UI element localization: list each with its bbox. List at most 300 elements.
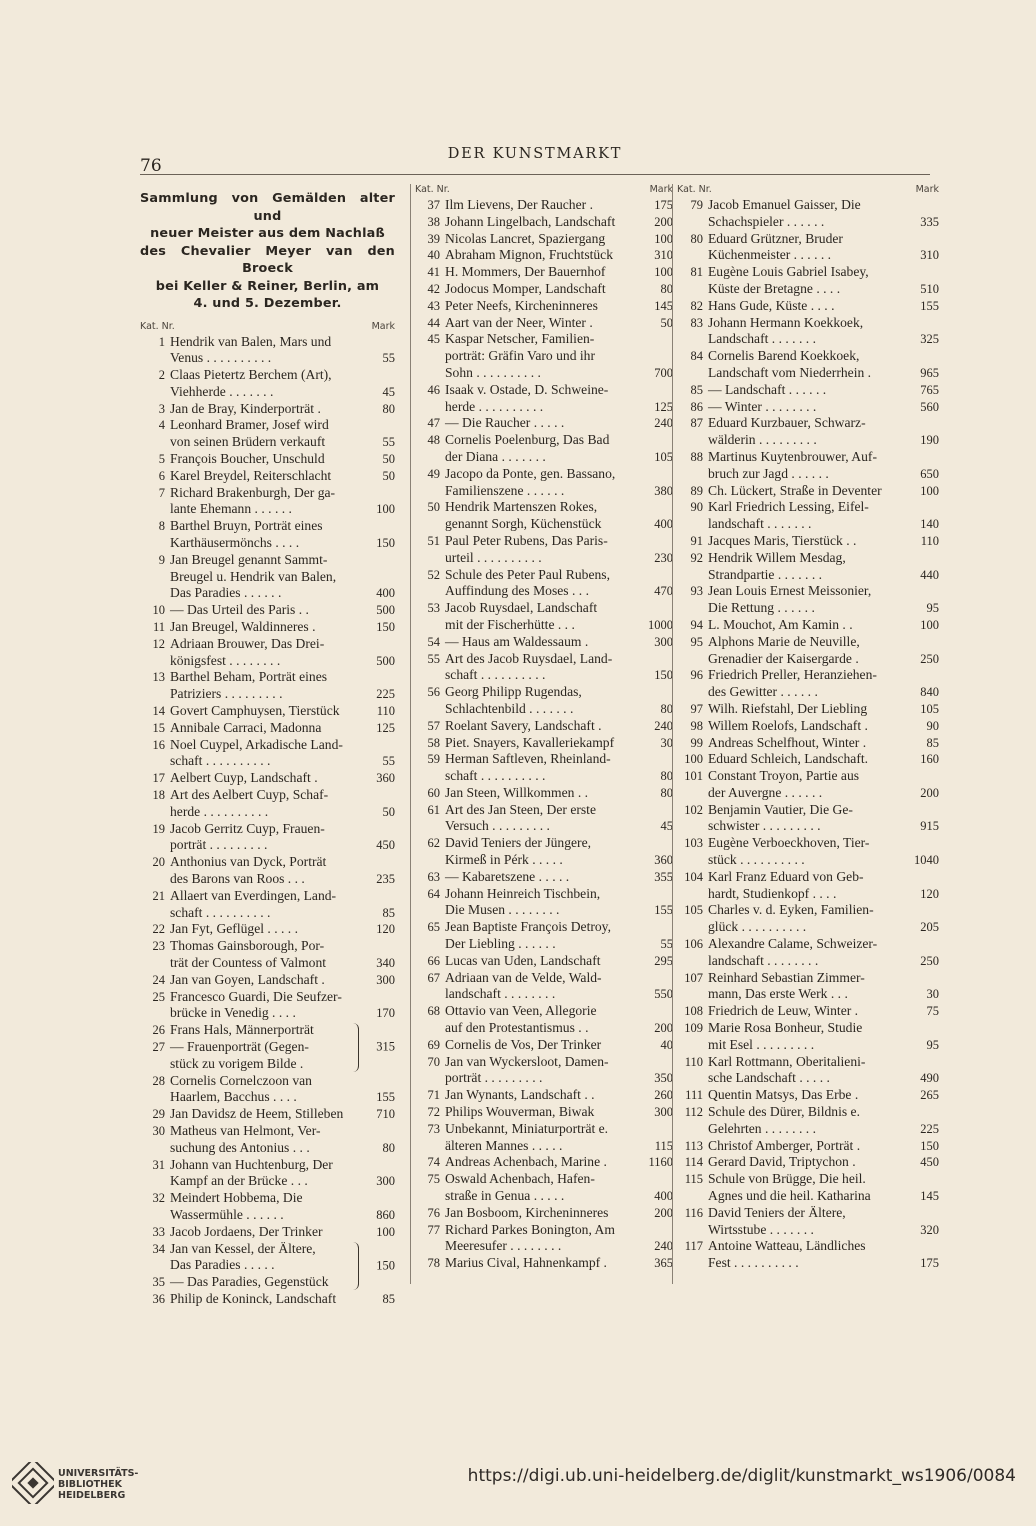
entry-title-line: brücke in Venedig . . . . bbox=[170, 1005, 296, 1021]
entry-title-line: Gerard David, Triptychon . bbox=[708, 1154, 856, 1170]
library-name-line: BIBLIOTHEK bbox=[58, 1479, 122, 1490]
catalog-entry bbox=[677, 483, 939, 500]
catalog-entry bbox=[677, 533, 939, 550]
entry-title bbox=[445, 1171, 635, 1205]
entry-title bbox=[708, 1087, 902, 1104]
entry-title bbox=[170, 619, 357, 636]
entry-price: 400 bbox=[376, 586, 395, 601]
entry-title-line: herde . . . . . . . . . . bbox=[170, 803, 269, 819]
entry-price: 55 bbox=[382, 435, 395, 450]
catalog-entry bbox=[677, 415, 939, 449]
entry-title-line: Thomas Gainsborough, Por- bbox=[170, 938, 325, 954]
entry-title bbox=[445, 1037, 635, 1054]
entry-title bbox=[445, 751, 635, 785]
entry-title bbox=[708, 1205, 902, 1239]
entry-number: 19 bbox=[152, 821, 165, 836]
entry-number: 26 bbox=[152, 1023, 165, 1038]
entry-number: 83 bbox=[690, 315, 703, 330]
entry-title-line: Ch. Lückert, Straße in Deventer bbox=[708, 482, 882, 498]
sale-heading-line: 4. und 5. Dezember. bbox=[193, 296, 342, 311]
library-name-line: HEIDELBERG bbox=[58, 1490, 126, 1501]
entry-number: 116 bbox=[684, 1205, 703, 1220]
entry-number: 54 bbox=[427, 634, 440, 649]
entry-price: 490 bbox=[920, 1071, 939, 1086]
entry-title-line: David Teniers der Ältere, bbox=[708, 1204, 846, 1220]
entry-title-line: Adriaan Brouwer, Das Drei- bbox=[170, 635, 325, 651]
entry-title bbox=[445, 735, 635, 752]
entry-title bbox=[445, 315, 635, 332]
entry-title-line: Aelbert Cuyp, Landschaft . bbox=[170, 770, 318, 786]
catalog-entry bbox=[677, 802, 939, 836]
entry-price: 95 bbox=[926, 601, 939, 616]
entry-title-line: schaft . . . . . . . . . . bbox=[445, 768, 546, 784]
entry-title-line: Roelant Savery, Landschaft . bbox=[445, 717, 602, 733]
entry-number: 34 bbox=[152, 1241, 165, 1256]
entry-title bbox=[170, 720, 357, 737]
catalog-entry bbox=[415, 751, 673, 785]
catalog-group bbox=[140, 1022, 395, 1072]
entry-price: 550 bbox=[654, 987, 673, 1002]
entry-title bbox=[445, 533, 635, 567]
entry-title-line: Jan de Bray, Kinderporträt . bbox=[170, 400, 321, 416]
entry-price: 230 bbox=[654, 550, 673, 565]
entry-price: 190 bbox=[920, 433, 939, 448]
entry-title bbox=[170, 888, 357, 922]
entry-title-line: Marie Rosa Bonheur, Studie bbox=[708, 1020, 863, 1036]
entry-price: 250 bbox=[920, 953, 939, 968]
entry-title bbox=[445, 919, 635, 953]
entry-price: 40 bbox=[660, 1037, 673, 1052]
entry-number: 86 bbox=[690, 399, 703, 414]
entry-title bbox=[445, 1205, 635, 1222]
entry-title-line: — Haus am Waldessaum . bbox=[445, 633, 589, 649]
entry-number: 27 bbox=[152, 1039, 165, 1054]
entry-title bbox=[708, 718, 902, 735]
entry-price: 110 bbox=[920, 533, 939, 548]
entry-title bbox=[445, 281, 635, 298]
entry-title bbox=[708, 1003, 902, 1020]
library-name-line: UNIVERSITÄTS- bbox=[58, 1468, 139, 1479]
entry-number: 60 bbox=[427, 785, 440, 800]
entry-title-line: Kirmeß in Pérk . . . . . bbox=[445, 852, 563, 868]
entry-title-line: Barthel Beham, Porträt eines bbox=[170, 669, 328, 685]
entry-title-line: Alphons Marie de Neuville, bbox=[708, 633, 860, 649]
entry-number: 94 bbox=[690, 617, 703, 632]
entry-price: 170 bbox=[376, 1006, 395, 1021]
entry-number: 33 bbox=[152, 1224, 165, 1239]
entry-number: 56 bbox=[427, 685, 440, 700]
entry-number: 110 bbox=[684, 1054, 703, 1069]
catalog-entry bbox=[140, 770, 395, 787]
entry-number: 28 bbox=[152, 1073, 165, 1088]
entry-title-line: Versuch . . . . . . . . . bbox=[445, 818, 550, 834]
catalog-entry bbox=[415, 331, 673, 381]
entry-price: 335 bbox=[920, 214, 939, 229]
entry-number: 111 bbox=[685, 1088, 703, 1103]
entry-title-line: Richard Parkes Bonington, Am bbox=[445, 1221, 615, 1237]
entry-title-line: lante Ehemann . . . . . . bbox=[170, 501, 292, 517]
entry-number: 11 bbox=[152, 620, 165, 635]
entry-title-line: Piet. Snayers, Kavalleriekampf bbox=[445, 734, 615, 750]
entry-number: 95 bbox=[690, 634, 703, 649]
catalog-entry bbox=[415, 315, 673, 332]
entry-price: 55 bbox=[660, 937, 673, 952]
entry-price: 100 bbox=[920, 483, 939, 498]
entry-title-line: von seinen Brüdern verkauft bbox=[170, 434, 326, 450]
entry-price: 265 bbox=[920, 1088, 939, 1103]
entry-title-line: — Winter . . . . . . . . bbox=[708, 398, 817, 414]
entry-price: 80 bbox=[660, 281, 673, 296]
entry-number: 4 bbox=[158, 418, 165, 433]
entry-price: 175 bbox=[654, 198, 673, 212]
catalog-entry bbox=[415, 785, 673, 802]
entry-price: 295 bbox=[654, 953, 673, 968]
entry-number: 114 bbox=[684, 1155, 703, 1170]
entry-title bbox=[170, 1022, 357, 1039]
catalog-entry bbox=[140, 972, 395, 989]
entry-title bbox=[708, 550, 902, 584]
catalog-entry bbox=[140, 417, 395, 451]
library-emblem-icon bbox=[12, 1462, 54, 1504]
entry-price: 700 bbox=[654, 365, 673, 380]
catalog-entry bbox=[677, 718, 939, 735]
entry-title-line: — Landschaft . . . . . . bbox=[708, 381, 827, 397]
catalog-entry bbox=[140, 821, 395, 855]
entry-number: 30 bbox=[152, 1123, 165, 1138]
entry-price: 85 bbox=[382, 905, 395, 920]
entry-title bbox=[170, 1190, 357, 1224]
column-header-right: Mark bbox=[915, 184, 939, 195]
entry-number: 74 bbox=[427, 1155, 440, 1170]
entry-title-line: Barthel Bruyn, Porträt eines bbox=[170, 518, 323, 534]
entry-price: 145 bbox=[654, 298, 673, 313]
entry-title-line: Unbekannt, Miniaturporträt e. bbox=[445, 1120, 609, 1136]
column-header bbox=[415, 184, 673, 195]
entry-title-line: Adriaan van de Velde, Wald- bbox=[445, 969, 602, 985]
entry-price: 380 bbox=[654, 483, 673, 498]
entry-title-line: Jean Louis Ernest Meissonier, bbox=[708, 583, 872, 599]
entry-number: 105 bbox=[684, 903, 703, 918]
entry-title-line: Wilh. Riefstahl, Der Liebling bbox=[708, 700, 868, 716]
entry-number: 50 bbox=[427, 500, 440, 515]
entry-title-line: Christof Amberger, Porträt . bbox=[708, 1137, 861, 1153]
entry-title bbox=[170, 367, 357, 401]
entry-number: 67 bbox=[427, 970, 440, 985]
entry-title-line: Francesco Guardi, Die Seufzer- bbox=[170, 988, 342, 1004]
group-price: 315 bbox=[376, 1039, 395, 1054]
entry-number: 76 bbox=[427, 1205, 440, 1220]
entry-title-line: Wirtsstube . . . . . . . bbox=[708, 1221, 814, 1237]
entry-price: 80 bbox=[660, 701, 673, 716]
entry-title-line: Antoine Watteau, Ländliches bbox=[708, 1238, 866, 1254]
entry-number: 79 bbox=[690, 198, 703, 212]
entry-number: 65 bbox=[427, 920, 440, 935]
catalog-entry bbox=[415, 600, 673, 634]
entry-number: 5 bbox=[158, 452, 165, 467]
entry-title-line: Jan Fyt, Geflügel . . . . . bbox=[170, 921, 298, 937]
entry-title bbox=[445, 466, 635, 500]
catalog-entry bbox=[415, 1054, 673, 1088]
entry-price: 500 bbox=[376, 653, 395, 668]
entry-title-line: Wassermühle . . . . . . bbox=[170, 1206, 284, 1222]
entry-title-line: porträt . . . . . . . . . bbox=[445, 1070, 543, 1086]
entry-title-line: des Barons van Roos . . . bbox=[170, 871, 305, 886]
catalog-entry bbox=[140, 401, 395, 418]
entry-price: 340 bbox=[376, 955, 395, 970]
entry-number: 99 bbox=[690, 735, 703, 750]
catalog-entry bbox=[140, 938, 395, 972]
entry-title-line: Georg Philipp Rugendas, bbox=[445, 684, 582, 700]
entry-price: 915 bbox=[920, 819, 939, 834]
entry-number: 9 bbox=[158, 552, 165, 567]
catalog-entry bbox=[677, 1087, 939, 1104]
catalog-entry bbox=[140, 854, 395, 888]
entry-price: 45 bbox=[660, 819, 673, 834]
entry-title-line: Schule des Peter Paul Rubens, bbox=[445, 566, 610, 582]
entry-title-line: Aart van der Neer, Winter . bbox=[445, 314, 593, 330]
catalog-entry bbox=[415, 214, 673, 231]
catalog-entry bbox=[415, 735, 673, 752]
catalog-entry bbox=[677, 835, 939, 869]
entry-title-line: Richard Brakenburgh, Der ga- bbox=[170, 484, 336, 500]
catalog-entry bbox=[677, 869, 939, 903]
entry-title bbox=[708, 869, 902, 903]
entry-title-line: Meindert Hobbema, Die bbox=[170, 1190, 303, 1206]
entry-title-line: Paul Peter Rubens, Das Paris- bbox=[445, 532, 608, 548]
entry-title bbox=[445, 835, 635, 869]
entry-price: 310 bbox=[654, 248, 673, 263]
entry-number: 17 bbox=[152, 771, 165, 786]
entry-title-line: Das Paradies . . . . . . bbox=[170, 585, 282, 601]
entry-title bbox=[708, 1171, 902, 1205]
entry-title-line: — Das Urteil des Paris . . bbox=[170, 602, 309, 618]
entry-title bbox=[445, 718, 635, 735]
entry-title bbox=[445, 214, 635, 231]
entry-title-line: königsfest . . . . . . . . bbox=[170, 652, 281, 668]
entry-number: 66 bbox=[427, 953, 440, 968]
entry-title-line: Annibale Carraci, Madonna bbox=[170, 719, 322, 735]
entry-title bbox=[445, 869, 635, 886]
group-brace bbox=[352, 1242, 359, 1290]
entry-title bbox=[708, 970, 902, 1004]
catalog-entry bbox=[677, 902, 939, 936]
entry-title-line: Jean Baptiste François Detroy, bbox=[445, 919, 611, 935]
entry-title-line: David Teniers der Jüngere, bbox=[445, 835, 592, 851]
entry-title bbox=[445, 970, 635, 1004]
entry-price: 45 bbox=[382, 384, 395, 399]
entry-title-line: Auffindung des Moses . . . bbox=[445, 583, 589, 599]
entry-title-line: Nicolas Lancret, Spaziergang bbox=[445, 230, 606, 246]
entry-title-line: Jan van Wyckersloot, Damen- bbox=[445, 1053, 609, 1069]
catalog-entry bbox=[140, 737, 395, 771]
entry-number: 70 bbox=[427, 1054, 440, 1069]
entry-title bbox=[445, 651, 635, 685]
catalog-entry bbox=[415, 919, 673, 953]
entry-title-line: Schlachtenbild . . . . . . . bbox=[445, 700, 574, 716]
entry-title bbox=[708, 264, 902, 298]
entry-title-line: Jacob Ruysdael, Landschaft bbox=[445, 600, 598, 616]
catalog-entry bbox=[415, 298, 673, 315]
entry-title bbox=[445, 1087, 635, 1104]
catalog-entry bbox=[677, 667, 939, 701]
entry-title bbox=[708, 483, 902, 500]
entry-number: 77 bbox=[427, 1222, 440, 1237]
entry-title-line: Leonhard Bramer, Josef wird bbox=[170, 417, 329, 433]
entry-title-line: Kaspar Netscher, Familien- bbox=[445, 331, 595, 347]
entry-number: 113 bbox=[684, 1138, 703, 1153]
catalog-entry bbox=[140, 602, 395, 619]
entry-number: 87 bbox=[690, 416, 703, 431]
entry-price: 55 bbox=[382, 351, 395, 366]
entry-price: 860 bbox=[376, 1207, 395, 1222]
entry-title bbox=[708, 902, 902, 936]
entry-title-line: Jodocus Momper, Landschaft bbox=[445, 280, 606, 296]
entry-number: 93 bbox=[690, 584, 703, 599]
entry-title bbox=[445, 785, 635, 802]
catalog-entry bbox=[677, 768, 939, 802]
entry-number: 37 bbox=[427, 198, 440, 212]
entry-title-line: Friedrich Preller, Heranziehen- bbox=[708, 667, 877, 683]
entry-number: 80 bbox=[690, 231, 703, 246]
entry-title-line: Jan van Kessel, der Ältere, bbox=[170, 1240, 316, 1256]
entry-number: 81 bbox=[690, 265, 703, 280]
entry-title bbox=[170, 334, 357, 368]
catalog-entry bbox=[415, 1205, 673, 1222]
entry-title-line: Philips Wouverman, Biwak bbox=[445, 1104, 595, 1120]
entry-title bbox=[445, 1003, 635, 1037]
entry-title-line: L. Mouchot, Am Kamin . . bbox=[708, 616, 853, 632]
entry-number: 16 bbox=[152, 737, 165, 752]
entry-title-line: mit Esel . . . . . . . . . bbox=[708, 1036, 815, 1052]
entry-price: 250 bbox=[920, 651, 939, 666]
entry-title bbox=[170, 1157, 357, 1191]
catalog-entry bbox=[415, 432, 673, 466]
entry-number: 117 bbox=[684, 1239, 703, 1254]
entry-title bbox=[170, 1224, 357, 1241]
entry-title-line: Martinus Kuytenbrouwer, Auf- bbox=[708, 448, 877, 464]
entry-title bbox=[170, 938, 357, 972]
catalog-entry bbox=[677, 231, 939, 265]
entry-title-line: landschaft . . . . . . . bbox=[708, 516, 812, 532]
entry-title-line: Cornelis Cornelczoon van bbox=[170, 1072, 312, 1088]
catalog-entry bbox=[415, 1037, 673, 1054]
library-logo[interactable] bbox=[12, 1460, 142, 1510]
entry-title bbox=[708, 197, 902, 231]
entry-title bbox=[445, 231, 635, 248]
entry-price: 150 bbox=[376, 620, 395, 635]
entry-title bbox=[170, 1106, 357, 1123]
entry-title-line: herde . . . . . . . . . . bbox=[445, 398, 544, 414]
entry-number: 18 bbox=[152, 788, 165, 803]
catalog-entry bbox=[415, 835, 673, 869]
entry-price: 470 bbox=[654, 584, 673, 599]
entry-number: 49 bbox=[427, 466, 440, 481]
entry-title-line: Karl Franz Eduard von Geb- bbox=[708, 868, 864, 884]
entry-title-line: wälderin . . . . . . . . . bbox=[708, 432, 817, 448]
entry-title-line: — Das Paradies, Gegenstück bbox=[170, 1274, 329, 1290]
entry-title bbox=[708, 1054, 902, 1088]
entry-title-line: Johann Hermann Koekkoek, bbox=[708, 314, 864, 330]
entry-title bbox=[708, 735, 902, 752]
group-brace bbox=[352, 1023, 359, 1071]
entry-title-line: schaft . . . . . . . . . . bbox=[445, 667, 546, 683]
entry-title bbox=[708, 751, 902, 768]
entry-number: 21 bbox=[152, 888, 165, 903]
entry-title bbox=[170, 552, 357, 602]
entry-price: 310 bbox=[920, 248, 939, 263]
entry-price: 105 bbox=[920, 701, 939, 716]
entry-price: 300 bbox=[376, 972, 395, 987]
entry-number: 108 bbox=[684, 1004, 703, 1019]
library-name bbox=[58, 1468, 138, 1501]
catalog-entry bbox=[140, 1073, 395, 1107]
entry-title bbox=[708, 533, 902, 550]
entry-title bbox=[445, 331, 635, 381]
catalog-entry bbox=[140, 787, 395, 821]
catalog-entry bbox=[140, 619, 395, 636]
catalog-entry bbox=[415, 634, 673, 651]
entry-title bbox=[445, 197, 635, 214]
entry-number: 68 bbox=[427, 1004, 440, 1019]
entry-title bbox=[170, 921, 357, 938]
entry-title-line: Karl Rottmann, Oberitalieni- bbox=[708, 1053, 866, 1069]
catalog-entry bbox=[415, 802, 673, 836]
entry-title-line: Art des Jan Steen, Der erste bbox=[445, 801, 596, 817]
entry-price: 140 bbox=[920, 517, 939, 532]
entry-price: 240 bbox=[654, 718, 673, 733]
entry-title bbox=[708, 667, 902, 701]
entry-title-line: Abraham Mignon, Fruchtstück bbox=[445, 247, 614, 263]
source-url-link[interactable]: https://digi.ub.uni-heidelberg.de/diglit/kunstmarkt_ws1906/0084 bbox=[467, 1466, 1016, 1486]
entry-title bbox=[170, 770, 357, 787]
entry-number: 82 bbox=[690, 298, 703, 313]
entry-title-line: Oswald Achenbach, Hafen- bbox=[445, 1171, 595, 1187]
entry-number: 69 bbox=[427, 1037, 440, 1052]
entry-title-line: H. Mommers, Der Bauernhof bbox=[445, 264, 606, 280]
sale-heading bbox=[140, 190, 395, 313]
entry-title-line: Küchenmeister . . . . . . bbox=[708, 247, 832, 263]
entry-price: 510 bbox=[920, 281, 939, 296]
entry-number: 62 bbox=[427, 836, 440, 851]
entry-title-line: Jan Davidsz de Heem, Stilleben bbox=[170, 1106, 344, 1122]
entry-price: 175 bbox=[920, 1256, 939, 1271]
entry-title-line: Cornelis Barend Koekkoek, bbox=[708, 348, 860, 364]
catalog-entry bbox=[140, 921, 395, 938]
entry-title bbox=[445, 634, 635, 651]
entry-number: 42 bbox=[427, 281, 440, 296]
page-number: 76 bbox=[140, 156, 162, 176]
entry-title-line: glück . . . . . . . . . . bbox=[708, 919, 807, 935]
entry-title-line: Hans Gude, Küste . . . . bbox=[708, 297, 835, 313]
entry-price: 360 bbox=[654, 853, 673, 868]
entry-title bbox=[170, 787, 357, 821]
catalog-entry bbox=[140, 1224, 395, 1241]
entry-price: 320 bbox=[920, 1222, 939, 1237]
entry-price: 155 bbox=[654, 903, 673, 918]
page-header bbox=[140, 144, 930, 175]
entry-number: 29 bbox=[152, 1107, 165, 1122]
entry-number: 40 bbox=[427, 248, 440, 263]
catalog-entry bbox=[415, 415, 673, 432]
entry-title bbox=[708, 499, 902, 533]
entry-price: 100 bbox=[376, 1224, 395, 1239]
entry-number: 100 bbox=[684, 752, 703, 767]
entry-price: 80 bbox=[382, 401, 395, 416]
entry-number: 23 bbox=[152, 939, 165, 954]
entry-number: 109 bbox=[684, 1021, 703, 1036]
entry-title bbox=[708, 1154, 902, 1171]
entry-title bbox=[708, 1104, 902, 1138]
